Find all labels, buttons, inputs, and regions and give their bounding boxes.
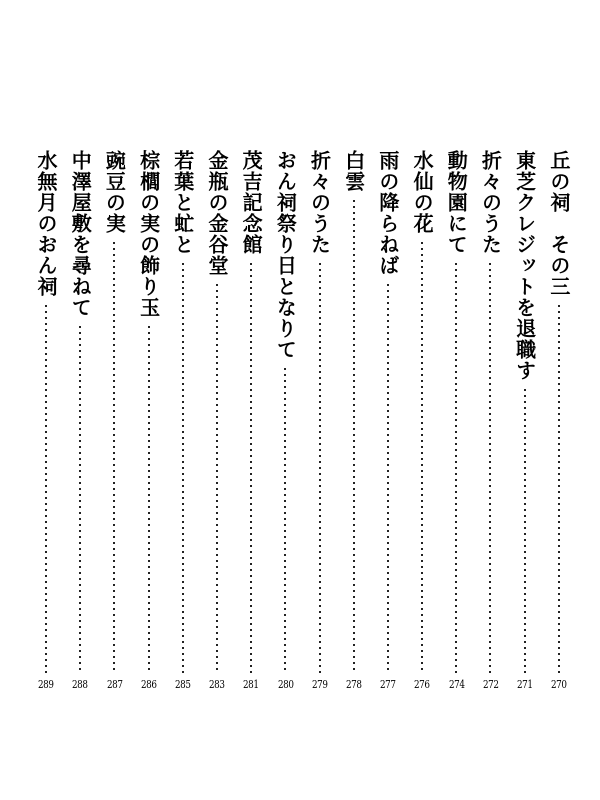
dot-leader — [78, 324, 82, 673]
toc-entry-title: 豌豆の実 — [102, 150, 127, 234]
toc-entry-page: 276 — [414, 678, 430, 691]
toc-entry — [509, 150, 541, 695]
toc-entry-page: 285 — [174, 678, 191, 691]
toc-entry-title: 折々のうた — [478, 150, 503, 255]
toc-entry-page: 274 — [448, 678, 465, 691]
dot-leader — [283, 366, 287, 673]
toc-entry-page: 280 — [277, 678, 294, 691]
toc-entry — [474, 150, 506, 695]
dot-leader — [44, 303, 48, 673]
dot-leader — [112, 240, 116, 673]
dot-leader — [488, 261, 492, 673]
toc-entry-page: 288 — [72, 678, 88, 691]
toc-entry-title: 動物園にて — [444, 150, 469, 255]
toc-entry-title: 若葉と虻と — [170, 150, 195, 255]
toc-entry — [235, 150, 267, 695]
toc-entry-title: 白雲 — [341, 150, 366, 192]
toc-entry-title: 水仙の花 — [410, 150, 435, 234]
toc-entry — [543, 150, 575, 695]
toc-entry-page: 277 — [380, 678, 396, 691]
toc-entry-title: 中澤屋敷を尋ねて — [68, 150, 93, 318]
toc-entry — [338, 150, 370, 695]
toc-entry — [201, 150, 233, 695]
dot-leader — [386, 282, 390, 673]
toc-entry — [269, 150, 301, 695]
toc-entry-page: 271 — [516, 678, 533, 691]
dot-leader — [557, 303, 561, 673]
toc-entry — [30, 150, 62, 695]
dot-leader — [523, 387, 527, 673]
toc-entry — [372, 150, 404, 695]
dot-leader — [181, 261, 185, 673]
toc-entry-title: 丘の祠 その三 — [546, 150, 571, 297]
toc-entry — [64, 150, 96, 695]
toc-entry-title: 雨の降らねば — [375, 150, 400, 276]
toc-entry — [406, 150, 438, 695]
toc-entry-page: 286 — [140, 678, 157, 691]
toc-entry-title: 茂吉記念館 — [239, 150, 264, 255]
toc-entry-page: 270 — [551, 678, 567, 691]
toc-entry — [167, 150, 199, 695]
toc-entry-page: 283 — [209, 678, 225, 691]
dot-leader — [352, 198, 356, 673]
dot-leader — [215, 282, 219, 673]
dot-leader — [318, 261, 322, 673]
toc-entry-title: 東芝クレジットを退職す — [512, 150, 537, 381]
table-of-contents — [30, 150, 575, 695]
toc-entry-page: 278 — [345, 678, 362, 691]
toc-entry-page: 281 — [243, 678, 259, 691]
toc-entry-title: 棕櫚の実の飾り玉 — [136, 150, 161, 318]
toc-entry-title: おん祠祭り日となりて — [273, 150, 298, 360]
toc-entry-page: 289 — [38, 678, 54, 691]
toc-entry-page: 279 — [311, 678, 328, 691]
dot-leader — [147, 324, 151, 673]
toc-entry — [98, 150, 130, 695]
toc-entry-title: 水無月のおん祠 — [34, 150, 58, 297]
toc-entry-page: 287 — [106, 678, 123, 691]
toc-entry — [133, 150, 165, 695]
toc-entry-page: 272 — [482, 678, 499, 691]
toc-entry-title: 折々のうた — [307, 150, 332, 255]
dot-leader — [249, 261, 253, 673]
dot-leader — [420, 240, 424, 673]
toc-entry-title: 金瓶の金谷堂 — [204, 150, 229, 276]
toc-entry — [440, 150, 472, 695]
dot-leader — [454, 261, 458, 673]
toc-entry — [304, 150, 336, 695]
